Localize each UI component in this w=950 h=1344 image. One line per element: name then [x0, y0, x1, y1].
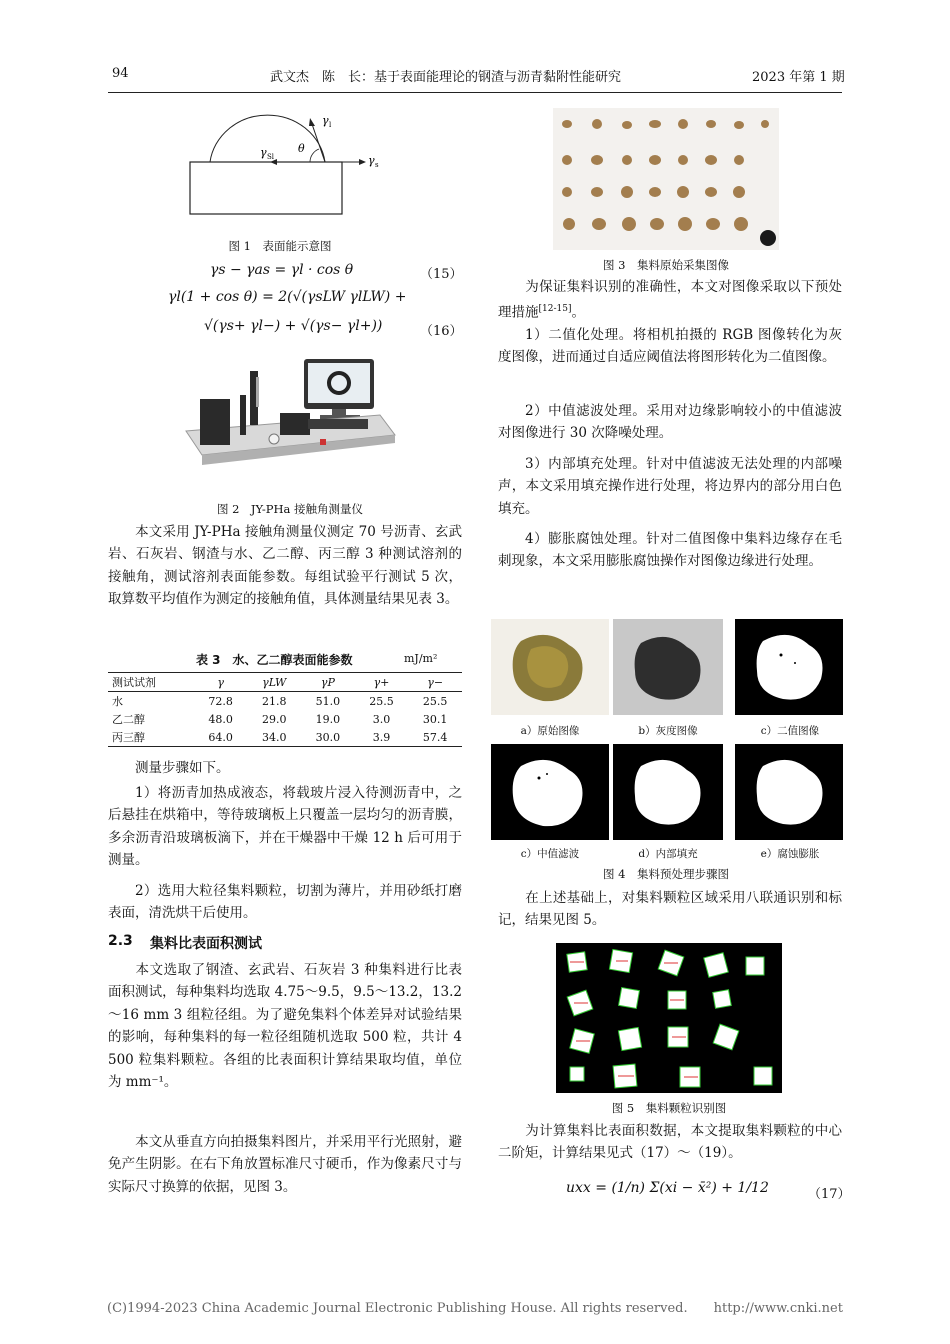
equation-15: γs − γas = γl · cos θ — [210, 262, 354, 278]
gamma-l-label: γ — [322, 114, 329, 127]
item-4: 4）膨胀腐蚀处理。针对二值图像中集料边缘存在毛刺现象，本文采用膨胀腐蚀操作对图像边缘进行处理。 — [498, 531, 842, 570]
table-cell: 64.0 — [208, 730, 233, 744]
table3-unit: mJ/m² — [404, 652, 438, 665]
table-cell: 水 — [112, 695, 123, 708]
figure4-sub-a: a）原始图像 — [520, 725, 580, 737]
table-cell: 25.5 — [422, 694, 448, 708]
gamma-sl-sub: Sl — [267, 153, 275, 161]
table-cell: 19.0 — [315, 712, 341, 726]
equation-15-number: （15） — [420, 267, 463, 282]
running-title: 武文杰 陈 长：基于表面能理论的钢渣与沥青黏附性能研究 — [270, 70, 622, 85]
step-2: 2）选用大粒径集料颗粒，切割为薄片，并用砂纸打磨表面，清洗烘干后使用。 — [108, 883, 462, 922]
figure2-instrument-image — [180, 355, 400, 485]
figure1-diagram — [180, 104, 380, 222]
copyright-footer: (C)1994-2023 China Academic Journal Electronic Publishing House. All rights reserved. http://www.cnki.net — [107, 1301, 843, 1316]
table-cell: 丙三醇 — [112, 731, 145, 744]
table-row — [108, 692, 462, 711]
step-1: 1）将沥青加热成液态，将载玻片浸入待测沥青中，之后悬挂在烘箱中，等待玻璃板上只覆盖一层均匀的沥青膜，多余沥青沿玻璃板滴下，并在干燥器中干燥 12 h 后可用于测量。 — [108, 785, 462, 869]
figure4-grayscale-image — [613, 619, 723, 715]
table-cell: 57.4 — [422, 730, 448, 744]
steps-intro: 测量步骤如下。 — [135, 760, 230, 776]
right-paragraph-1: 为保证集料识别的准确性，本文对图像采取以下预处理措施[12-15]。 — [498, 279, 842, 321]
right-paragraph-2: 在上述基础上，对集料颗粒区域采用八联通识别和标记，结果见图 5。 — [498, 890, 842, 929]
figure4-sub-b: b）灰度图像 — [638, 725, 698, 737]
table-cell: 3.9 — [372, 730, 391, 744]
table3 — [108, 672, 462, 747]
table-cell: 25.5 — [369, 694, 394, 708]
table-row — [108, 710, 462, 728]
figure4-fill-image — [613, 744, 723, 840]
figure4-sub-c: c）二值图像 — [760, 725, 820, 737]
page-number: 94 — [112, 66, 129, 81]
table3-header: 测试试剂 — [112, 676, 156, 689]
coin-reference — [760, 230, 776, 246]
table-cell: 30.1 — [422, 712, 448, 726]
figure5-caption: 图 5 集料颗粒识别图 — [611, 1101, 727, 1115]
table-cell: 51.0 — [315, 694, 341, 708]
equation-17-number: （17） — [808, 1187, 851, 1202]
table3-header: γLW — [262, 675, 287, 689]
figure4-sub-d: c）中值滤波 — [520, 848, 580, 860]
table-cell: 30.0 — [315, 730, 341, 744]
figure2-caption: 图 2 JY-PHa 接触角测量仪 — [216, 502, 364, 516]
gamma-l-sub: l — [329, 121, 332, 129]
section-number: 2.3 — [108, 933, 133, 949]
item-1: 1）二值化处理。将相机拍摄的 RGB 图像转化为灰度图像，进而通过自适应阈值法将图形转化为二值图像。 — [498, 327, 842, 366]
table-cell: 72.8 — [208, 694, 233, 708]
figure5-particle-recognition — [556, 943, 782, 1093]
table-row — [108, 728, 462, 747]
journal-issue: 2023 年第 1 期 — [752, 70, 845, 85]
left-paragraph-1: 本文采用 JY-PHa 接触角测量仪测定 70 号沥青、玄武岩、石灰岩、钢渣与水、乙二醇、丙三醇 3 种测试溶剂的接触角，测试溶剂表面能参数。每组试验平行测试 5 次，取算数平均值作为测定的接触角值，具体测量结果见表 3。 — [108, 524, 462, 608]
item-3: 3）内部填充处理。针对中值滤波无法处理的内部噪声，本文采用填充操作进行处理，将边界内的部分用白色填充。 — [498, 456, 842, 517]
left-paragraph-2: 本文选取了钢渣、玄武岩、石灰岩 3 种集料进行比表面积测试，每种集料均选取 4.75～9.5，9.5～13.2，13.2～16 mm 3 组粒径组。为了避免集料个体差异对试验结果的影响，每种集料的每一粒径组随机选取 500 粒，共计 4 500 粒集料颗粒。各组的比表面积计算结果取均值，单位为 mm⁻¹。 — [108, 962, 462, 1091]
right-paragraph-3: 为计算集料比表面积数据，本文提取集料颗粒的中心二阶矩，计算结果见式（17）～（19）。 — [498, 1123, 842, 1162]
figure3-caption: 图 3 集料原始采集图像 — [603, 258, 729, 272]
theta-label: θ — [298, 142, 305, 155]
table-cell: 48.0 — [208, 712, 233, 726]
figure4-erode-dilate-image — [735, 744, 843, 840]
figure4-original-image — [491, 619, 609, 715]
gamma-sl-label: γ — [260, 146, 267, 159]
table3-header: γP — [320, 675, 335, 689]
table-cell: 3.0 — [372, 712, 391, 726]
figure1-caption: 图 1 表面能示意图 — [228, 239, 332, 253]
figure4-sub-f: e）腐蚀膨胀 — [760, 848, 820, 860]
figure4-binary-image — [735, 619, 843, 715]
equation-17: uxx = (1/n) Σ(xi − x̄²) + 1/12 — [566, 1180, 769, 1196]
table-cell: 29.0 — [262, 712, 287, 726]
figure4-caption: 图 4 集料预处理步骤图 — [603, 867, 729, 881]
table3-title: 表 3 水、乙二醇表面能参数 — [196, 653, 353, 667]
table3-header-row — [108, 673, 462, 692]
table3-header: γ+ — [373, 675, 390, 689]
item-2: 2）中值滤波处理。采用对边缘影响较小的中值滤波对图像进行 30 次降噪处理。 — [498, 403, 842, 442]
gamma-s-sub: s — [375, 161, 379, 169]
section-title: 集料比表面积测试 — [150, 936, 262, 952]
figure4-median-filter-image — [491, 744, 609, 840]
figure4-sub-e: d）内部填充 — [638, 848, 698, 860]
equation-16-line2: √(γs+ γl−) + √(γs− γl+)) — [204, 318, 383, 334]
gamma-s-label: γ — [368, 154, 375, 167]
table3-header: γ — [217, 675, 224, 689]
left-paragraph-3: 本文从垂直方向拍摄集料图片，并采用平行光照射，避免产生阴影。在右下角放置标准尺寸硬币，作为像素尺寸与实际尺寸换算的依据，见图 3。 — [108, 1134, 462, 1195]
table-cell: 34.0 — [262, 730, 287, 744]
table-cell: 21.8 — [262, 694, 287, 708]
table3-header: γ− — [427, 675, 444, 689]
equation-16-line1: γl(1 + cos θ) = 2(√(γsLW γlLW) + — [168, 289, 407, 305]
equation-16-number: （16） — [420, 324, 463, 339]
figure3-aggregate-photo — [553, 108, 779, 250]
header-rule — [108, 92, 842, 93]
table-cell: 乙二醇 — [112, 713, 145, 726]
